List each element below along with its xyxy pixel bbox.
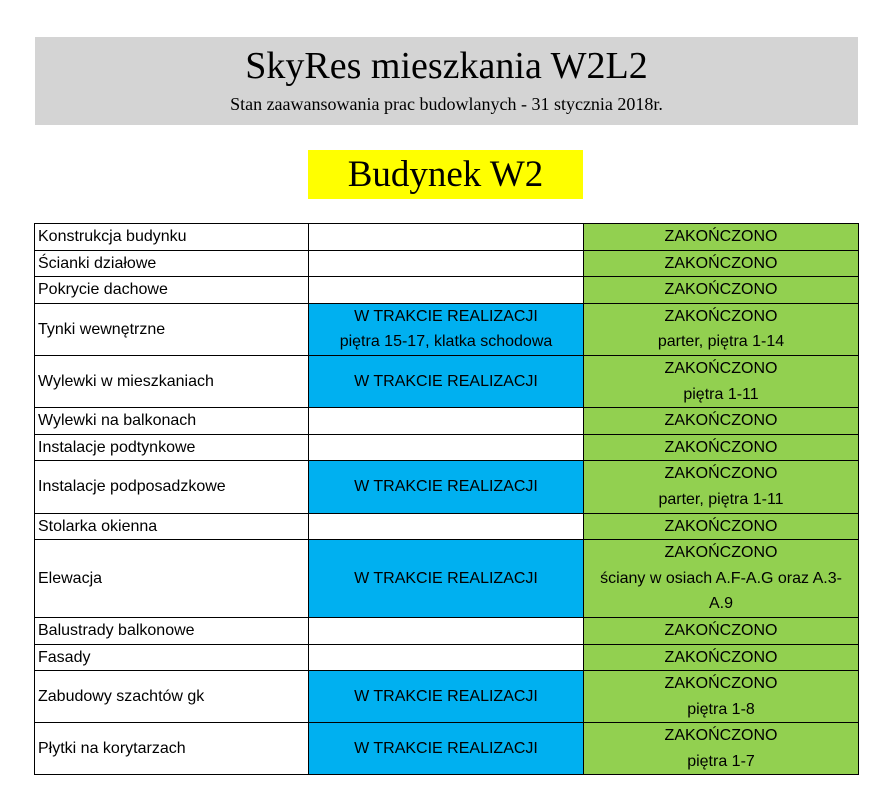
table-row: [35, 617, 859, 644]
completed-label: ZAKOŃCZONO: [664, 359, 778, 377]
empty-status-cell: [309, 408, 584, 435]
work-item-name: Elewacja: [35, 540, 309, 618]
progress-table: [34, 223, 859, 775]
in-progress-status: [309, 723, 584, 775]
table-row: [35, 461, 859, 513]
empty-status-cell: [309, 644, 584, 671]
table-row: [35, 671, 859, 723]
in-progress-status: [309, 540, 584, 618]
in-progress-status: [309, 303, 584, 355]
completed-status: [584, 408, 859, 435]
completed-label: ZAKOŃCZONO: [664, 438, 778, 456]
completed-label: ZAKOŃCZONO: [664, 254, 778, 272]
in-progress-status: [309, 355, 584, 407]
progress-table-body: [35, 224, 859, 775]
completed-label: ZAKOŃCZONO: [664, 544, 778, 562]
empty-status-cell: [309, 224, 584, 251]
completed-status: [584, 723, 859, 775]
completed-status: [584, 355, 859, 407]
completed-label: ZAKOŃCZONO: [664, 307, 778, 325]
completed-label: ZAKOŃCZONO: [664, 727, 778, 745]
in-progress-label: W TRAKCIE REALIZACJI: [354, 372, 538, 390]
completed-status: [584, 434, 859, 461]
completed-status: [584, 513, 859, 540]
work-item-name: Konstrukcja budynku: [35, 224, 309, 251]
table-row: [35, 408, 859, 435]
completed-status: [584, 461, 859, 513]
completed-status: [584, 540, 859, 618]
in-progress-label: W TRAKCIE REALIZACJI: [354, 307, 538, 325]
work-item-name: Pokrycie dachowe: [35, 277, 309, 304]
table-row: [35, 434, 859, 461]
in-progress-label: W TRAKCIE REALIZACJI: [354, 740, 538, 758]
work-item-name: Ścianki działowe: [35, 250, 309, 277]
completed-detail: A.9: [708, 595, 733, 613]
in-progress-status: [309, 461, 584, 513]
work-item-name: Instalacje podtynkowe: [35, 434, 309, 461]
in-progress-label: W TRAKCIE REALIZACJI: [354, 478, 538, 496]
completed-detail: parter, piętra 1-14: [657, 333, 785, 351]
table-row: [35, 250, 859, 277]
work-item-name: Wylewki na balkonach: [35, 408, 309, 435]
completed-detail: piętra 1-7: [687, 752, 755, 770]
table-row: [35, 513, 859, 540]
completed-detail: piętra 1-11: [683, 385, 759, 403]
empty-status-cell: [309, 513, 584, 540]
completed-status: [584, 224, 859, 251]
empty-status-cell: [309, 434, 584, 461]
completed-label: ZAKOŃCZONO: [664, 228, 778, 245]
work-item-name: Zabudowy szachtów gk: [35, 671, 309, 723]
completed-status: [584, 617, 859, 644]
in-progress-detail: piętra 15-17, klatka schodowa: [339, 333, 553, 351]
completed-status: [584, 277, 859, 304]
work-item-name: Balustrady balkonowe: [35, 617, 309, 644]
completed-detail: ściany w osiach A.F-A.G oraz A.3-: [600, 569, 842, 587]
in-progress-label: W TRAKCIE REALIZACJI: [354, 687, 538, 705]
table-row: [35, 355, 859, 407]
completed-label: ZAKOŃCZONO: [664, 412, 778, 430]
completed-label: ZAKOŃCZONO: [664, 675, 778, 693]
empty-status-cell: [309, 617, 584, 644]
table-row: [35, 224, 859, 251]
completed-detail: piętra 1-8: [687, 700, 755, 718]
table-row: [35, 540, 859, 618]
in-progress-label: W TRAKCIE REALIZACJI: [354, 569, 538, 587]
completed-status: [584, 644, 859, 671]
in-progress-status: [309, 671, 584, 723]
report-header: [35, 37, 858, 125]
table-row: [35, 277, 859, 304]
work-item-name: Tynki wewnętrzne: [35, 303, 309, 355]
completed-label: ZAKOŃCZONO: [664, 517, 778, 535]
empty-status-cell: [309, 250, 584, 277]
completed-status: [584, 671, 859, 723]
work-item-name: Stolarka okienna: [35, 513, 309, 540]
page-subtitle: Stan zaawansowania prac budowlanych - 31 stycznia 2018r.: [230, 94, 663, 114]
completed-label: ZAKOŃCZONO: [664, 648, 778, 666]
work-item-name: Płytki na korytarzach: [35, 723, 309, 775]
work-item-name: Fasady: [35, 644, 309, 671]
empty-status-cell: [309, 277, 584, 304]
work-item-name: Wylewki w mieszkaniach: [35, 355, 309, 407]
building-label: Budynek W2: [308, 150, 583, 199]
completed-detail: parter, piętra 1-11: [658, 490, 784, 508]
completed-label: ZAKOŃCZONO: [664, 465, 778, 483]
completed-label: ZAKOŃCZONO: [664, 621, 778, 639]
table-row: [35, 303, 859, 355]
table-row: [35, 644, 859, 671]
work-item-name: Instalacje podposadzkowe: [35, 461, 309, 513]
table-row: [35, 723, 859, 775]
completed-label: ZAKOŃCZONO: [664, 281, 778, 299]
completed-status: [584, 250, 859, 277]
completed-status: [584, 303, 859, 355]
page-title: SkyRes mieszkania W2L2: [245, 45, 648, 87]
